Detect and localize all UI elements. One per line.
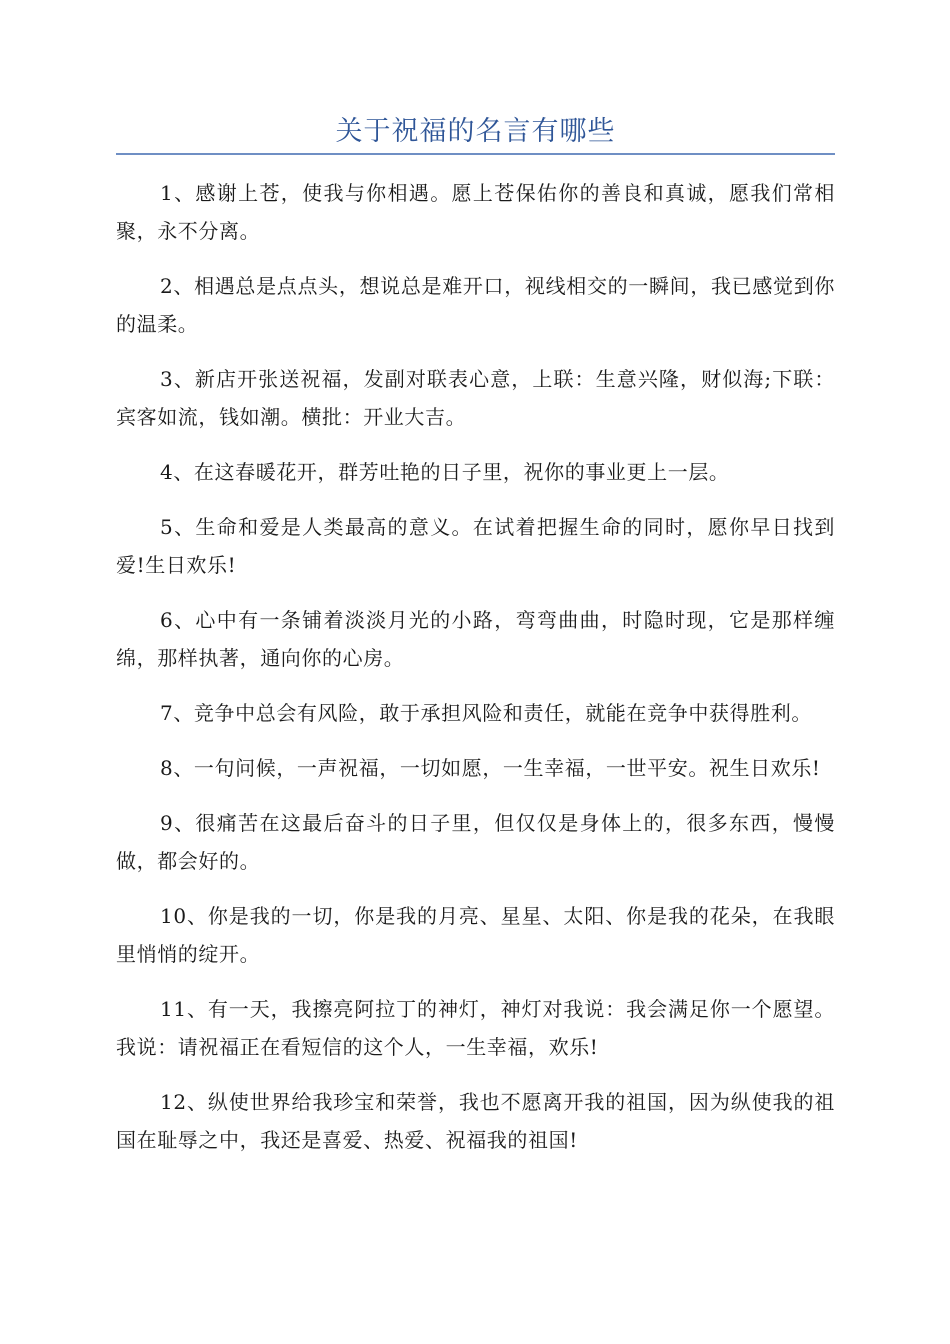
paragraph-12: 12、纵使世界给我珍宝和荣誉，我也不愿离开我的祖国，因为纵使我的祖国在耻辱之中，我还是喜爱、热爱、祝福我的祖国!	[116, 1090, 835, 1152]
paragraph-3: 3、新店开张送祝福，发副对联表心意，上联：生意兴隆，财似海;下联：宾客如流，钱如潮。横批：开业大吉。	[116, 367, 835, 429]
paragraph-1: 1、感谢上苍，使我与你相遇。愿上苍保佑你的善良和真诚，愿我们常相聚，永不分离。	[116, 181, 835, 243]
document-body	[116, 174, 835, 1176]
paragraph-7: 7、竞争中总会有风险，敢于承担风险和责任，就能在竞争中获得胜利。	[160, 701, 812, 725]
paragraph-4: 4、在这春暖花开，群芳吐艳的日子里，祝你的事业更上一层。	[160, 460, 730, 484]
paragraph-10: 10、你是我的一切，你是我的月亮、星星、太阳、你是我的花朵，在我眼里悄悄的绽开。	[116, 904, 835, 966]
paragraph-8: 8、一句问候，一声祝福，一切如愿，一生幸福，一世平安。祝生日欢乐!	[160, 756, 821, 780]
title-underline	[116, 153, 835, 155]
paragraph-6: 6、心中有一条铺着淡淡月光的小路，弯弯曲曲，时隐时现，它是那样缠绵，那样执著，通向你的心房。	[116, 608, 835, 670]
paragraph-9: 9、很痛苦在这最后奋斗的日子里，但仅仅是身体上的，很多东西，慢慢做，都会好的。	[116, 811, 835, 873]
paragraph-5: 5、生命和爱是人类最高的意义。在试着把握生命的同时，愿你早日找到爱!生日欢乐!	[116, 515, 835, 577]
paragraph-11: 11、有一天，我擦亮阿拉丁的神灯，神灯对我说：我会满足你一个愿望。我说：请祝福正在看短信的这个人，一生幸福，欢乐!	[116, 997, 835, 1059]
page-title: 关于祝福的名言有哪些	[335, 116, 616, 147]
paragraph-2: 2、相遇总是点点头，想说总是难开口，视线相交的一瞬间，我已感觉到你的温柔。	[116, 274, 835, 336]
